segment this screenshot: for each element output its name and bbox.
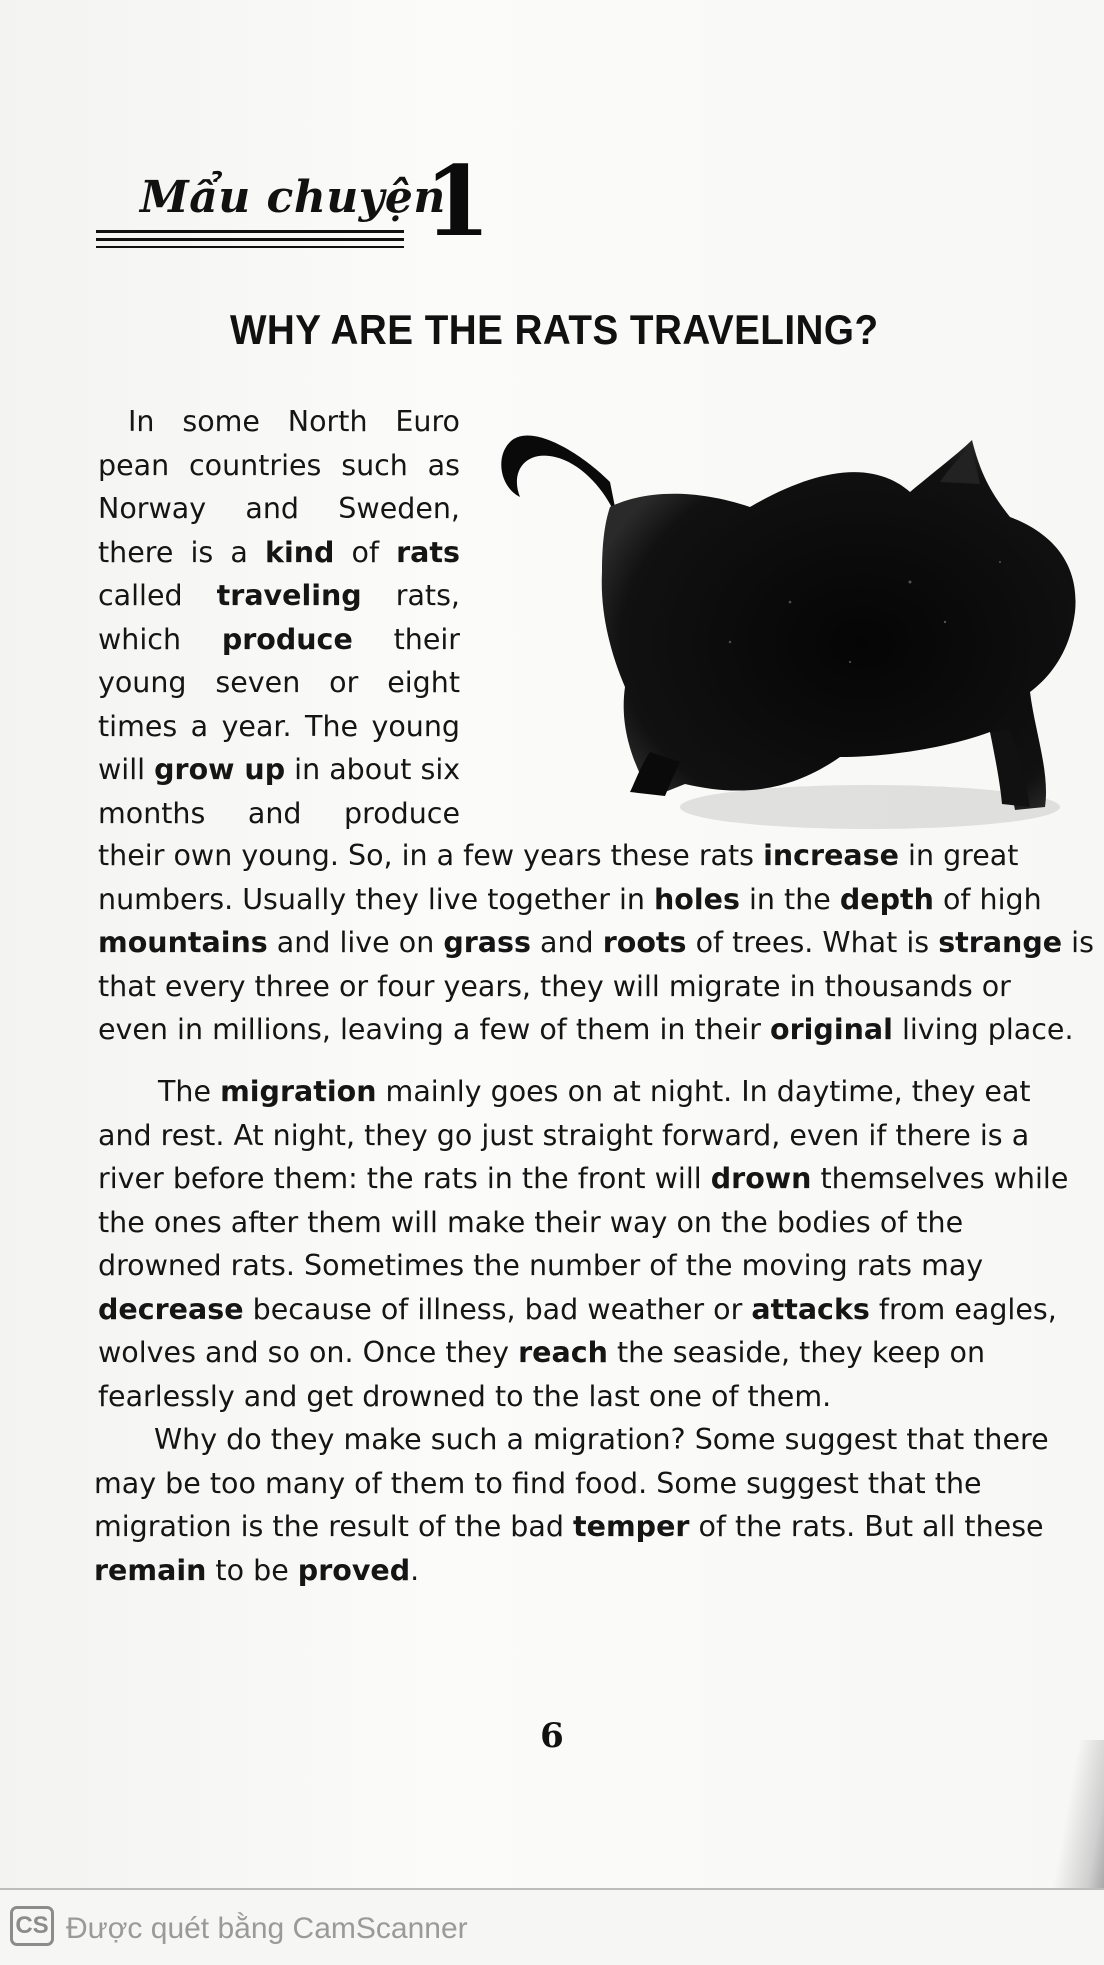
keyword: produce: [221, 622, 353, 656]
text-fragment: of: [334, 535, 397, 569]
keyword: grow up: [154, 753, 286, 786]
text-fragment: and live on: [267, 926, 444, 959]
keyword: roots: [602, 926, 687, 959]
text-line: may be too many of them to find food. Some suggest that the: [94, 1466, 982, 1500]
text-line: [98, 531, 460, 575]
text-line: [98, 1331, 1070, 1375]
text-line: times a year. The young: [98, 709, 460, 743]
keyword: kind: [264, 535, 335, 569]
text-fragment: in great: [898, 839, 1019, 872]
story-label: Mẩu chuyện: [140, 172, 446, 223]
keyword: attacks: [751, 1292, 870, 1326]
paragraph-1-continued: [98, 834, 1094, 1052]
rat-illustration: [490, 412, 1080, 842]
text-fragment: even in millions, leaving a few of them in their: [98, 1013, 771, 1046]
text-fragment: of trees. What is: [686, 926, 939, 959]
text-line: [98, 1070, 1070, 1114]
text-line: [98, 574, 460, 618]
text-fragment: migration is the result of the bad: [94, 1510, 574, 1543]
text-fragment: numbers. Usually they live together in: [98, 882, 655, 916]
text-line: In some North Euro: [128, 405, 460, 438]
keyword: decrease: [98, 1292, 244, 1326]
text-line: fearlessly and get drowned to the last one of them.: [98, 1379, 832, 1413]
text-line: [98, 878, 1070, 922]
story-heading: [96, 145, 491, 260]
page-title: WHY ARE THE RATS TRAVELING?: [229, 306, 879, 353]
keyword: drown: [710, 1162, 812, 1195]
keyword: temper: [573, 1510, 690, 1543]
keyword: proved: [297, 1553, 411, 1587]
text-fragment: there is a: [98, 535, 265, 569]
keyword: depth: [839, 882, 934, 916]
text-line: [98, 834, 1070, 878]
text-line: [98, 618, 460, 662]
keyword: remain: [94, 1553, 207, 1587]
paragraph-2: [98, 1070, 1070, 1418]
text-fragment: their: [352, 622, 460, 656]
heading-rule: [96, 238, 404, 241]
text-fragment: The: [158, 1075, 221, 1108]
text-fragment: is: [1062, 926, 1094, 959]
text-fragment: themselves while: [811, 1162, 1069, 1195]
text-fragment: mainly goes on at night. In daytime, they eat: [376, 1075, 1031, 1108]
story-number: 1: [424, 145, 491, 258]
text-line: young seven or eight: [98, 666, 460, 699]
keyword: mountains: [98, 926, 268, 959]
text-fragment: rats,: [361, 579, 460, 612]
heading-rule: [96, 230, 404, 233]
text-fragment: of the rats. But all these: [689, 1510, 1044, 1543]
text-fragment: their own young. So, in a few years these rats: [98, 839, 764, 872]
paragraph-1-wrapped: [98, 400, 460, 835]
text-fragment: to be: [206, 1553, 298, 1587]
text-fragment: from eagles,: [869, 1292, 1057, 1326]
paragraph-3: [94, 1418, 1066, 1592]
text-fragment: in about six: [285, 753, 461, 786]
page-curl-shadow: [1044, 1740, 1104, 1890]
text-line: drowned rats. Sometimes the number of the moving rats may: [98, 1249, 984, 1282]
text-fragment: in the: [739, 882, 840, 916]
keyword: migration: [220, 1075, 377, 1108]
keyword: rats: [396, 535, 460, 569]
text-line: [98, 921, 1094, 965]
text-line: the ones after them will make their way on the bodies of the: [98, 1205, 964, 1239]
text-line: [94, 1549, 1066, 1593]
page-number: 6: [540, 1716, 564, 1756]
text-fragment: .: [410, 1553, 420, 1587]
text-line: months and produce: [98, 796, 460, 830]
text-fragment: wolves and so on. Once they: [98, 1336, 519, 1369]
text-fragment: called: [98, 579, 217, 612]
text-fragment: because of illness, bad weather or: [243, 1292, 752, 1326]
text-fragment: will: [98, 753, 155, 786]
text-fragment: living place.: [892, 1013, 1074, 1046]
keyword: strange: [938, 926, 1063, 959]
text-fragment: the seaside, they keep on: [607, 1336, 986, 1369]
text-fragment: which: [98, 622, 222, 656]
text-fragment: river before them: the rats in the front will: [98, 1162, 711, 1195]
scanner-watermark-text: Được quét bằng CamScanner: [66, 1912, 468, 1945]
text-line: that every three or four years, they will migrate in thousands or: [98, 969, 1011, 1003]
heading-rule: [96, 246, 404, 248]
scanner-footer: [0, 1888, 1104, 1965]
text-line: [94, 1505, 1066, 1549]
keyword: reach: [518, 1336, 608, 1369]
keyword: original: [770, 1013, 893, 1046]
camscanner-logo-icon: CS: [10, 1906, 54, 1946]
text-line: [98, 748, 460, 792]
keyword: traveling: [216, 579, 362, 612]
keyword: increase: [763, 839, 899, 872]
text-line: Why do they make such a migration? Some suggest that there: [154, 1423, 1049, 1456]
keyword: holes: [654, 882, 740, 916]
text-line: [98, 1288, 1070, 1332]
text-fragment: of high: [933, 882, 1042, 916]
keyword: grass: [443, 926, 531, 959]
text-line: [98, 1008, 1074, 1052]
text-line: pean countries such as: [98, 448, 460, 482]
text-line: Norway and Sweden,: [98, 492, 460, 525]
text-line: [98, 1157, 1070, 1201]
text-fragment: and: [530, 926, 603, 959]
text-line: and rest. At night, they go just straight forward, even if there is a: [98, 1118, 1030, 1152]
